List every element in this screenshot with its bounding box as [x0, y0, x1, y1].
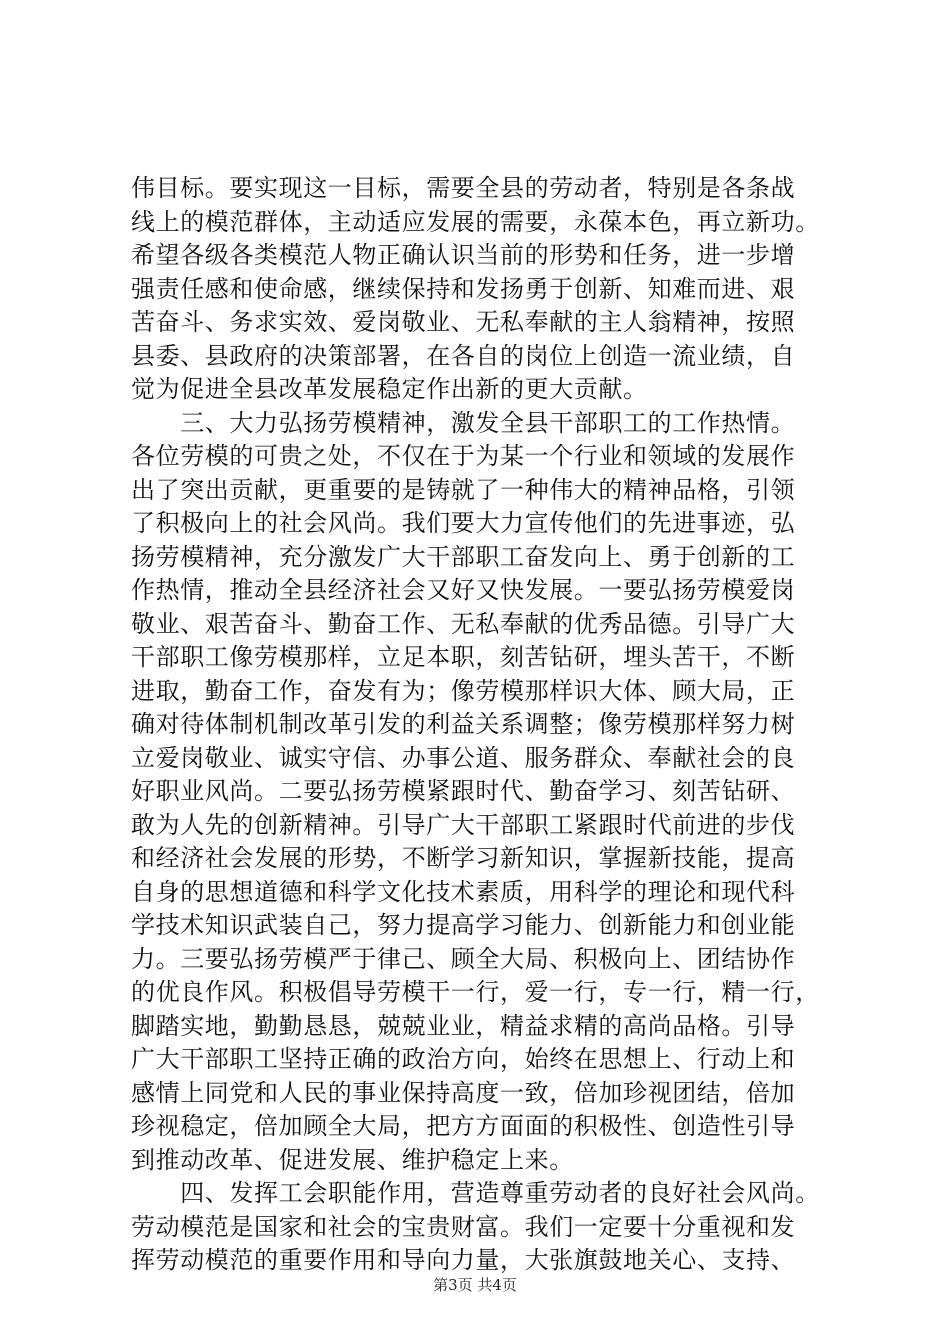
text-line: 的优良作风。积极倡导劳模干一行，爱一行，专一行，精一行， [131, 978, 820, 1006]
text-line: 觉为促进全县改革发展稳定作出新的更大贡献。 [131, 375, 648, 403]
text-line: 了积极向上的社会风尚。我们要大力宣传他们的先进事迹，弘 [131, 509, 796, 537]
page-number-footer: 第3页 共4页 [433, 1276, 517, 1294]
text-line: 线上的模范群体，主动适应发展的需要，永葆本色，再立新功。 [131, 207, 820, 236]
text-line: 自身的思想道德和科学文化技术素质，用科学的理论和现代科 [131, 877, 796, 906]
text-line: 到推动改革、促进发展、维护稳定上来。 [131, 1145, 574, 1174]
text-line: 扬劳模精神，充分激发广大干部职工奋发向上、勇于创新的工 [131, 542, 796, 571]
text-line: 各位劳模的可贵之处，不仅在于为某一个行业和领域的发展作 [131, 442, 796, 470]
body-text [131, 172, 831, 1278]
text-line: 挥劳动模范的重要作用和导向力量，大张旗鼓地关心、支持、 [131, 1246, 796, 1274]
text-line: 劳动模范是国家和社会的宝贵财富。我们一定要十分重视和发 [131, 1212, 796, 1241]
text-line: 县委、县政府的决策部署，在各自的岗位上创造一流业绩，自 [131, 341, 796, 370]
text-line: 进取，勤奋工作，奋发有为；像劳模那样识大体、顾大局，正 [131, 676, 796, 705]
text-line: 敬业、艰苦奋斗、勤奋工作、无私奉献的优秀品德。引导广大 [131, 609, 796, 638]
text-line: 和经济社会发展的形势，不断学习新知识，掌握新技能，提高 [131, 844, 796, 872]
text-line: 敢为人先的创新精神。引导广大干部职工紧跟时代前进的步伐 [131, 810, 796, 839]
text-line: 广大干部职工坚持正确的政治方向，始终在思想上、行动上和 [131, 1045, 796, 1073]
text-line: 确对待体制机制改革引发的利益关系调整；像劳模那样努力树 [131, 710, 796, 738]
text-line: 珍视稳定，倍加顾全大局，把方方面面的积极性、创造性引导 [131, 1112, 796, 1140]
text-line: 立爱岗敬业、诚实守信、办事公道、服务群众、奉献社会的良 [131, 743, 796, 772]
text-line: 脚踏实地，勤勤恳恳，兢兢业业，精益求精的高尚品格。引导 [131, 1011, 796, 1040]
text-line: 希望各级各类模范人物正确认识当前的形势和任务，进一步增 [131, 241, 796, 269]
section-heading-line: 三、大力弘扬劳模精神，激发全县干部职工的工作热情。 [131, 408, 796, 437]
text-line: 强责任感和使命感，继续保持和发扬勇于创新、知难而进、艰 [131, 274, 796, 303]
text-line: 作热情，推动全县经济社会又好又快发展。一要弘扬劳模爱岗 [131, 576, 796, 604]
text-line: 力。三要弘扬劳模严于律己、顾全大局、积极向上、团结协作 [131, 944, 796, 973]
text-line: 干部职工像劳模那样，立足本职，刻苦钻研，埋头苦干，不断 [131, 643, 796, 671]
text-line: 伟目标。要实现这一目标，需要全县的劳动者，特别是各条战 [131, 174, 796, 202]
text-line: 好职业风尚。二要弘扬劳模紧跟时代、勤奋学习、刻苦钻研、 [131, 777, 796, 805]
text-line: 出了突出贡献，更重要的是铸就了一种伟大的精神品格，引领 [131, 475, 796, 504]
text-line: 感情上同党和人民的事业保持高度一致，倍加珍视团结，倍加 [131, 1078, 796, 1107]
section-heading-line: 四、发挥工会职能作用，营造尊重劳动者的良好社会风尚。 [131, 1179, 820, 1207]
text-line: 苦奋斗、务求实效、爱岗敬业、无私奉献的主人翁精神，按照 [131, 308, 796, 336]
text-line: 学技术知识武装自己，努力提高学习能力、创新能力和创业能 [131, 911, 796, 939]
